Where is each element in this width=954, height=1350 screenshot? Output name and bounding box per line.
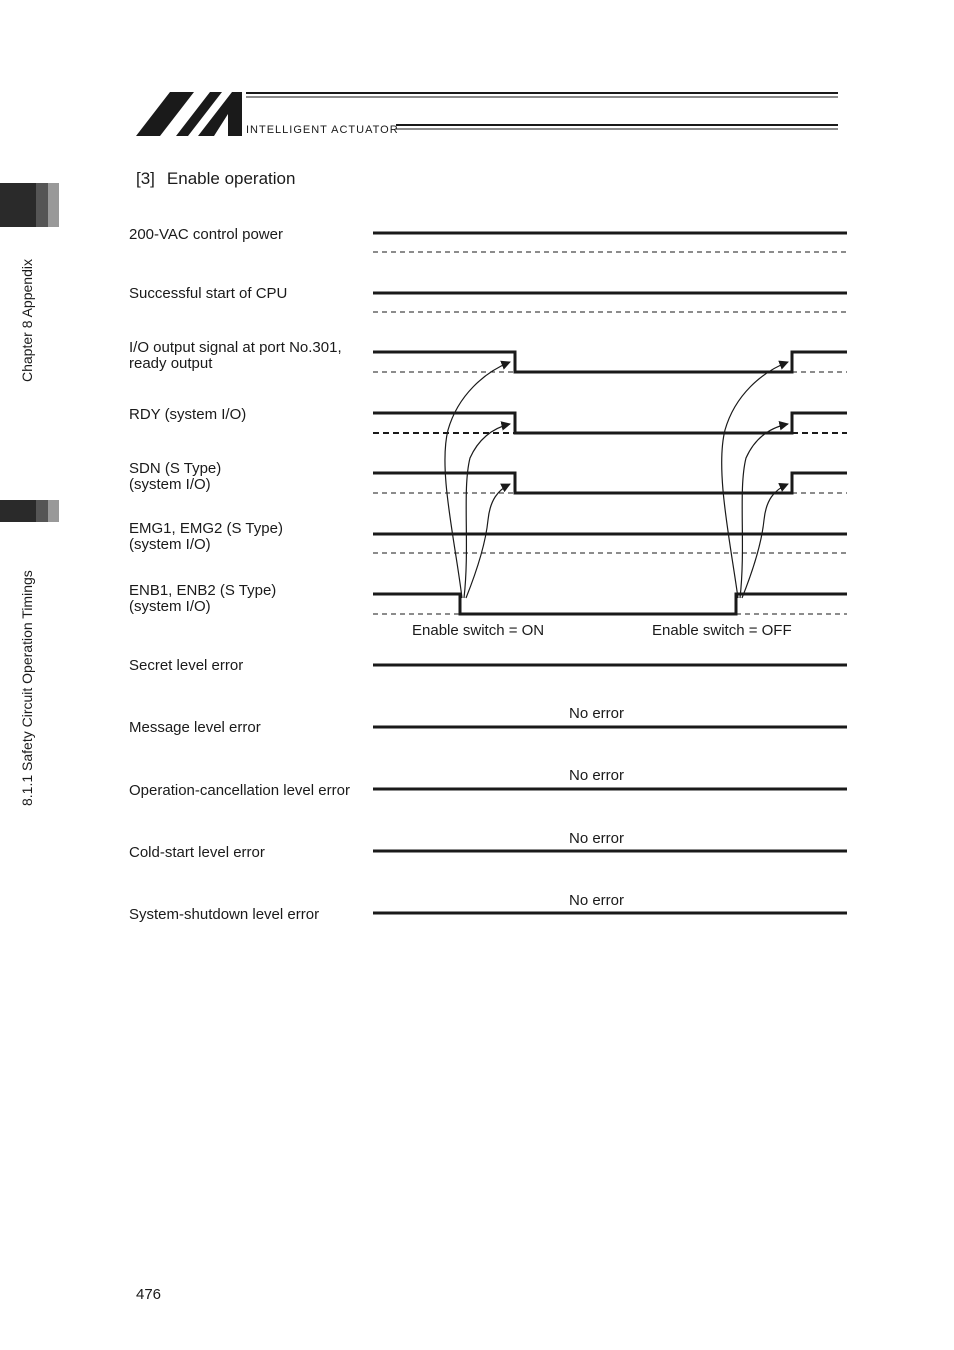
signal-label: RDY (system I/O) xyxy=(129,406,247,423)
enable-off-label: Enable switch = OFF xyxy=(652,622,792,639)
signal-label: Cold-start level error xyxy=(129,844,265,861)
section-title: Enable operation xyxy=(166,169,296,188)
arrow-off-sdn xyxy=(742,484,788,598)
arrow-off-rdy xyxy=(740,424,788,598)
signal-label: System-shutdown level error xyxy=(129,906,320,923)
signal-label: Successful start of CPU xyxy=(129,285,288,302)
enable-on-label: Enable switch = ON xyxy=(412,622,545,639)
section-tab-label: 8.1.1 Safety Circuit Operation Timings xyxy=(19,570,35,806)
no-error-note: No error xyxy=(569,705,625,722)
signal-label: Message level error xyxy=(129,719,261,736)
waveform-port301 xyxy=(373,352,847,372)
signal-label: ENB1, ENB2 (S Type) (system I/O) xyxy=(129,582,277,615)
waveform-sdn xyxy=(373,473,847,493)
signal-label: 200-VAC control power xyxy=(129,226,283,243)
section-number: [3] xyxy=(136,169,155,188)
waveform-rdy xyxy=(373,413,847,433)
arrow-on-rdy xyxy=(464,424,510,598)
page-number: 476 xyxy=(136,1286,162,1303)
signal-label: Secret level error xyxy=(129,657,244,674)
signal-label: SDN (S Type) (system I/O) xyxy=(129,460,222,493)
chapter-tab-label: Chapter 8 Appendix xyxy=(19,259,35,382)
no-error-note: No error xyxy=(569,892,625,909)
brand-name: INTELLIGENT ACTUATOR xyxy=(246,124,399,136)
no-error-note: No error xyxy=(569,830,625,847)
arrow-on-sdn xyxy=(466,484,510,598)
waveform-enb xyxy=(373,594,847,614)
arrow-on-port301 xyxy=(445,362,510,598)
signal-label: Operation-cancellation level error xyxy=(129,782,350,799)
signal-label: I/O output signal at port No.301, ready output xyxy=(129,339,342,372)
signal-label: EMG1, EMG2 (S Type) (system I/O) xyxy=(129,520,283,553)
no-error-note: No error xyxy=(569,767,625,784)
